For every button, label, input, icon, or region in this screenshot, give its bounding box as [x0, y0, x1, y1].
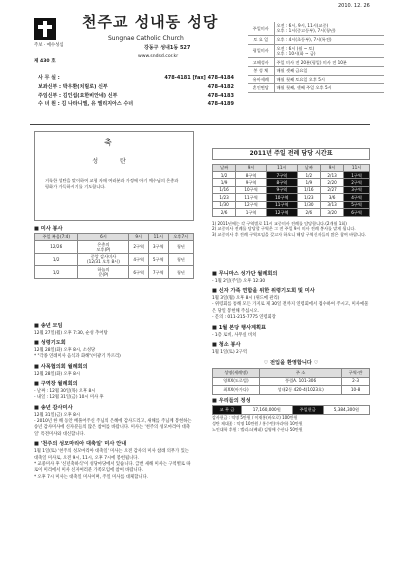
mass-day: 혼인면담 — [248, 84, 274, 93]
section-line: 12월 31일(금) 오후 8시 — [34, 412, 81, 418]
duty-note: 3) 교중미사 후 전례 구역모임을 갖고자 하오니 해당 구역신자들의 많은 참여 바랍니다. — [212, 232, 367, 238]
parish-website[interactable]: www.sndsd.cor.kr — [138, 54, 179, 59]
staff-phone: 478-4189 — [207, 101, 234, 108]
staff-row — [38, 74, 234, 83]
table-row — [35, 240, 194, 253]
publisher: 주보 · 예수성심 — [34, 43, 64, 48]
staff-phone: 478-4183 — [207, 92, 234, 99]
duty-note: 2) 교중미사 전례를 담당할 구역은 그 전 주일 9시 미사 전례 봉사를 맡게 됩니다. — [212, 226, 356, 232]
table-row — [213, 377, 370, 385]
duty-title: 2011년 주일 전례 담당 시간표 — [212, 148, 370, 160]
table-cell: 청년 — [168, 253, 193, 266]
duty-notes — [212, 221, 370, 239]
table-cell: 5구역 — [149, 253, 169, 266]
table-cell: 1/16 — [213, 186, 236, 193]
table-cell: 1구역 — [344, 171, 370, 178]
cross-logo-icon — [34, 18, 56, 40]
column-header: 주일 복음(7:4) — [35, 233, 78, 240]
column-header: 9시 — [129, 233, 149, 240]
newcomer-table — [212, 368, 370, 394]
table-cell: 10-8 — [342, 386, 370, 394]
parish-name: 천주교 성내동 성당 — [82, 13, 219, 31]
section-title: ■ 신자 가족 연합을 위한 위령기도회 및 미사 — [212, 288, 315, 295]
mass-row — [248, 67, 384, 76]
table-cell: 2/13 — [320, 171, 343, 178]
offering-summary-table — [212, 405, 370, 414]
section-line: * 교중미사 후 '신년축하식'이 성당마당에서 있습니다. 급번 새해 미사는 구역별로 따로이 미리에서 미사 신자여러분 가족모임에 참여 바랍니다. — [34, 462, 191, 474]
table-row — [213, 186, 370, 193]
header-divider — [30, 124, 370, 125]
staff-label: 수 녀 원 : 김 나타니엘, 유 엘리지아스 수녀 — [38, 101, 134, 108]
table-cell: 7구역 — [266, 171, 297, 178]
parish-name-en: Sungnae Catholic Church — [108, 35, 184, 42]
parish-address: 강동구 성내1동 527 — [144, 45, 191, 51]
mass-times: 오후 : 4시(초등부), 7시(특전) — [274, 35, 384, 44]
table-cell: 8구역 — [236, 171, 267, 178]
table-row — [213, 179, 370, 186]
table-cell: 하늘의 문(P) — [78, 266, 129, 279]
section-line: 12월 28일(화) 오후 8시 — [34, 371, 81, 377]
staff-phone: 478-4181 [fax] 478-4184 — [164, 75, 234, 81]
table-row — [213, 406, 370, 414]
mass-times: 주일 미사 전 20분(평일) 미사 전 10분 — [274, 58, 384, 67]
table-cell: 1구역 — [236, 209, 267, 216]
section-line: 12월 28일(화) 오후 8시, 소성당 — [34, 348, 96, 354]
table-cell: 2구역 — [129, 240, 149, 253]
section-line: - 1층 로비, 사무실 비치 — [212, 332, 257, 338]
schedule-table — [34, 233, 194, 280]
duty-table — [212, 164, 370, 217]
mass-row — [248, 22, 384, 35]
table-cell: 3구역 — [344, 186, 370, 193]
table-cell: 1/30 — [213, 201, 236, 208]
table-cell: 최XX(아가다) — [213, 386, 260, 394]
mass-service-section — [34, 226, 194, 279]
table-cell: 10구역 — [266, 194, 297, 201]
mass-row — [248, 75, 384, 84]
table-cell: 3/13 — [320, 201, 343, 208]
section-line: * 오후 7시 미사는 대축일 미사이며, 주일 미사를 대체합니다. — [34, 474, 149, 480]
section-title: ■ 성령기도회 — [34, 340, 66, 347]
section-line: 1월 1일(토) 2구역 — [212, 349, 248, 355]
column-header: 6시 — [78, 233, 129, 240]
table-row — [213, 194, 370, 201]
table-cell: 3/6 — [320, 194, 343, 201]
table-cell: 2구역 — [344, 179, 370, 186]
greeting-body: 거룩한 성탄을 맞이하여 교형 자매 여러분과 가정에 아기 예수님의 은총과 평화가 가득하시기를 기도합니다. — [45, 177, 179, 189]
table-cell: 5,384,300원 — [323, 406, 369, 414]
table-row — [35, 266, 194, 279]
table-cell: 주일헌금 — [292, 406, 323, 414]
table-cell: 은총의 모후(P) — [78, 240, 129, 253]
table-cell: 1/9 — [297, 179, 320, 186]
column-header: 9시 — [320, 164, 343, 171]
column-header: 오후7시 — [168, 233, 193, 240]
mass-day: 토 요 일 — [248, 35, 274, 44]
mass-row — [248, 58, 384, 67]
table-cell: 11구역 — [266, 201, 297, 208]
header-row — [213, 369, 370, 377]
table-cell: 6구역 — [129, 266, 149, 279]
staff-label: 보좌신부 : 박우환(치릴로) 신부 — [38, 83, 108, 90]
table-cell: 8구역 — [266, 179, 297, 186]
mass-row — [248, 84, 384, 93]
table-cell: 2-3 — [342, 377, 370, 385]
staff-label: 주임신부 : 김인섭(요한비안네) 신부 — [38, 92, 118, 99]
newcomer-section — [212, 360, 370, 394]
table-cell: 양XX(도로빌) — [213, 377, 260, 385]
column-header: 11시 — [344, 164, 370, 171]
table-cell: 6구역 — [344, 209, 370, 216]
table-cell: 3/20 — [320, 209, 343, 216]
offering-section — [212, 398, 370, 433]
table-cell: 1/2 — [35, 266, 78, 279]
offering-line: 노인대학 후원 : 엘리스(베네) 김영애 수산나 50만원 — [212, 426, 303, 432]
table-cell: 1/2 — [297, 171, 320, 178]
mass-day: 유아세례 — [248, 75, 274, 84]
table-row — [35, 253, 194, 266]
liturgy-duty-section — [212, 148, 370, 238]
greeting-subtitle: 성 탄 — [92, 158, 136, 165]
mass-day: 봉 성 체 — [248, 67, 274, 76]
table-cell: 교 무 금 — [213, 406, 242, 414]
section-title: ■ 청소 봉사 — [212, 342, 241, 349]
section-line: - 1월 2일(주일) 오후 12:30 — [212, 278, 266, 284]
column-header: 날짜 — [213, 164, 236, 171]
staff-row — [38, 92, 234, 101]
mass-day: 고해성사 — [248, 58, 274, 67]
section-line: - 문의 : 011-215-7775 연령회장 — [212, 315, 276, 321]
mass-times: 매월 첫째 토요일 오후 5시 — [274, 75, 384, 84]
column-header: 성명(세례명) — [213, 369, 260, 377]
mass-times: 매월 첫째, 셋째 주일 오후 5시 — [274, 84, 384, 93]
table-cell: 5구역 — [344, 201, 370, 208]
section-title: ■ 송년 감사미사 — [34, 404, 73, 411]
section-title: ■ 1월 본당 행사계획표 — [212, 324, 267, 331]
christmas-greeting-box — [34, 131, 194, 221]
table-cell: 12구역 — [236, 201, 267, 208]
column-header: 9시 — [236, 164, 267, 171]
table-cell: 2/6 — [213, 209, 236, 216]
schedule-title: ■ 미사 봉사 — [34, 226, 63, 232]
offering-line: 감사헌금 : 익명 5만원 / 이재홍(바오로) 100만원 — [212, 414, 298, 420]
section-line: 1월 1일(토) '천주의 성모마리아 대축일' 미사는 오전 감사의 미사 참례 의무가 있는 대축일 미사로, 오전 9시, 11시, 오후 7시에 봉헌됩니다. — [34, 449, 189, 461]
table-cell: 17,160,000원 — [242, 406, 293, 414]
column-header: 주 소 — [260, 369, 342, 377]
section-title: ■ 사목협의회 월례회의 — [34, 363, 88, 370]
table-cell: 10구역 — [236, 186, 267, 193]
table-cell: 2/27 — [320, 186, 343, 193]
section-line: - 위령회를 통해 모든 가지로 제 30일 전까지 연령회에서 접수하여 주시고, 미사예물은 당일 봉헌해 주십시오. — [212, 302, 369, 314]
left-announcements — [34, 320, 194, 481]
column-header: 날짜 — [297, 164, 320, 171]
column-header: 구역-반 — [342, 369, 370, 377]
bulletin-date: 2010. 12. 26 — [338, 3, 370, 9]
table-cell: 4구역 — [129, 253, 149, 266]
table-row — [213, 171, 370, 178]
table-cell: 1/2 — [35, 253, 78, 266]
table-cell: 1/16 — [297, 186, 320, 193]
table-cell: 청년 — [168, 240, 193, 253]
section-title: ■ 송년 모임 — [34, 323, 63, 329]
header-row — [213, 164, 370, 171]
mass-times: 오전 : 6시 (월 ~ 토) 오후 : 10시(화 ~ 금) — [274, 44, 384, 58]
table-row — [213, 209, 370, 216]
table-row — [213, 386, 370, 394]
staff-row — [38, 83, 234, 92]
table-cell: 2/6 — [297, 209, 320, 216]
table-cell: 9구역 — [266, 186, 297, 193]
table-cell: 풍림A. 101-306 — [260, 377, 342, 385]
section-line: 12월 27일(월) 오후 7:30, 순성 추어탕 — [34, 330, 108, 336]
right-announcements — [212, 268, 370, 433]
section-title: ■ 무니마스 성가단 월례회의 — [212, 271, 278, 277]
staff-row — [38, 100, 234, 109]
newcomer-title: ♡ 전입을 환영합니다 ♡ — [263, 360, 319, 367]
table-cell: 12구역 — [266, 209, 297, 216]
table-cell: 성내2동 420-4(1023호) — [260, 386, 342, 394]
column-header: 11시 — [266, 164, 297, 171]
table-cell: 1/23 — [213, 194, 236, 201]
section-line: - 2010년 한 해 동안 베풀어주신 주님의 은혜에 감사드리고, 새해를 주님께 봉헌하는 송년 감사미사에 신자분들의 많은 참여를 바랍니다. 미사는 '천주의 성모마리아 대축일' 특전미사와 대신합니다. — [34, 419, 192, 437]
table-cell: 2/20 — [320, 179, 343, 186]
offering-line: 성탄 제대꽃 : 익명 10만원 / 홍수빈(마리아) 10만원 — [212, 420, 303, 426]
table-cell: 중앙 감사미사 (12/31 오후 8시) — [78, 253, 129, 266]
staff-label: 사 무 실 : — [38, 75, 60, 81]
section-line: - 내일 : 12월 31일(금) 10시 미사 후 — [34, 395, 104, 401]
table-row — [213, 201, 370, 208]
section-title: ■ '천주의 성모마리아 대축일' 미사 안내 — [34, 441, 127, 448]
mass-row — [248, 35, 384, 44]
issue-number: 제 430 호 — [34, 59, 56, 64]
greeting-title: 축 — [104, 138, 124, 147]
table-cell: 4구역 — [344, 194, 370, 201]
mass-times: 매월 셋째 금요일 — [274, 67, 384, 76]
table-cell: 9구역 — [236, 179, 267, 186]
mass-times-table — [248, 22, 384, 93]
section-title: ■ 구역장 월례회의 — [34, 381, 78, 388]
offering-title: ■ 우리들의 정성 — [212, 397, 251, 404]
table-cell: 12/26 — [35, 240, 78, 253]
table-cell: 1/2 — [213, 171, 236, 178]
header-row — [35, 233, 194, 240]
table-cell: 1/23 — [297, 194, 320, 201]
section-line: 1월 3일(월) 오후 8시 (위드메 관리) — [212, 296, 280, 302]
table-cell: 3구역 — [149, 240, 169, 253]
mass-times: 오전 : 6시, 9시, 11시(교중) 오후 : 1시(중고등부), 7시(청년) — [274, 22, 384, 35]
table-cell: 7구역 — [149, 266, 169, 279]
staff-phone: 478-4182 — [207, 83, 234, 90]
column-header: 11시 — [149, 233, 169, 240]
staff-list — [38, 74, 234, 109]
mass-day: 평일미사 — [248, 44, 274, 58]
duty-note: 1) 2011년에는 각 구역별로 11시 교중미사 전례를 담당합니다.(2개월 1회) — [212, 220, 347, 226]
table-cell: 11구역 — [236, 194, 267, 201]
section-line: - 날짜 : 12월 30일(목) 오후 8시 — [34, 388, 96, 394]
table-cell: 1/9 — [213, 179, 236, 186]
mass-day: 주일미사 — [248, 22, 274, 35]
table-cell: 청년 — [168, 266, 193, 279]
table-cell: 1/30 — [297, 201, 320, 208]
section-line: * "각종 연례미사 음식과 화해"(이광기 카르리) — [34, 354, 121, 360]
mass-row — [248, 44, 384, 58]
